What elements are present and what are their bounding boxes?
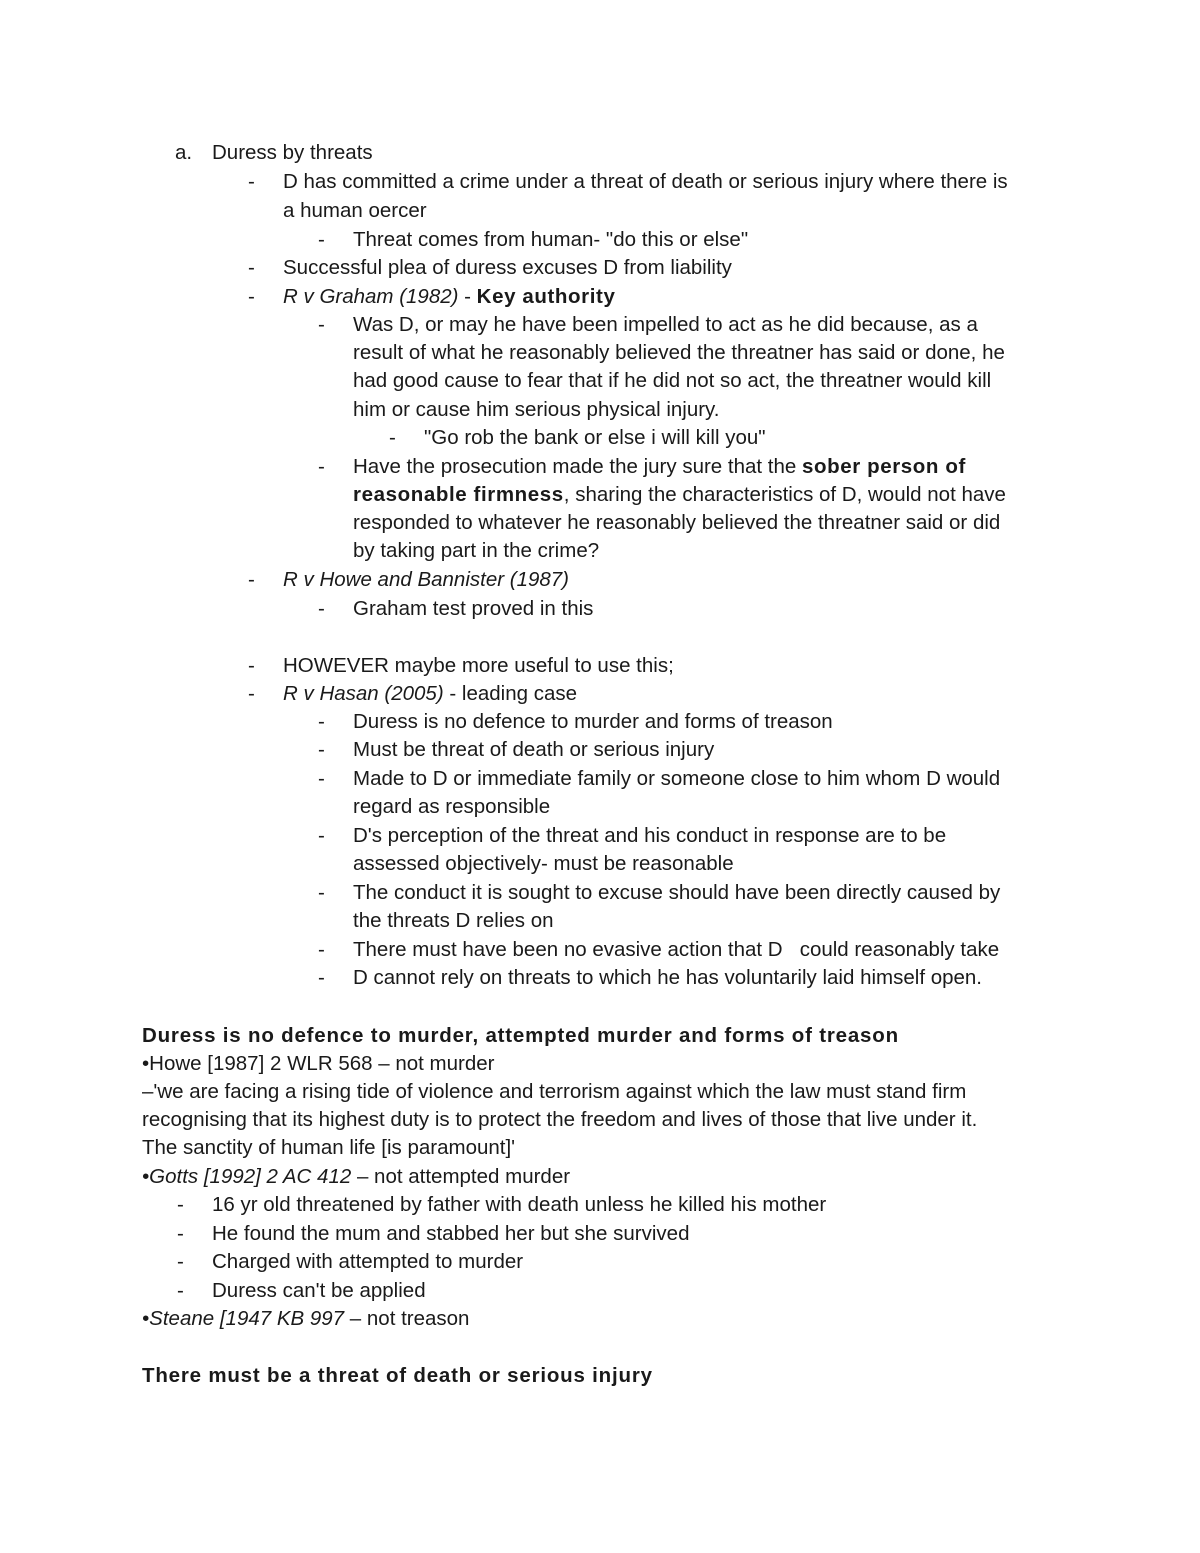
bullet-dash: - [177, 1250, 184, 1273]
bullet-dash: - [177, 1279, 184, 1302]
bullet-dash: - [318, 228, 325, 251]
section-heading-duress-by-threats: Duress by threats [212, 141, 373, 164]
bullet-dash: - [248, 568, 255, 591]
case-line-hasan [283, 680, 577, 708]
list-item: "Go rob the bank or else i will kill you" [424, 426, 766, 449]
list-item-continuation: the threats D relies on [353, 909, 554, 932]
separator: - [458, 285, 477, 308]
bullet-dash: - [318, 938, 325, 961]
list-item: Duress can't be applied [212, 1279, 426, 1302]
bullet-dash: - [318, 313, 325, 336]
text-run: – not treason [344, 1307, 470, 1330]
quote-line: –'we are facing a rising tide of violence and terrorism against which the law must stand firm [142, 1080, 967, 1103]
list-item: He found the mum and stabbed her but she survived [212, 1222, 690, 1245]
list-item-continuation [353, 481, 1006, 509]
bullet-dash: - [318, 597, 325, 620]
bullet-dash: - [248, 654, 255, 677]
list-item-continuation: a human oercer [283, 199, 427, 222]
list-item-continuation: had good cause to fear that if he did not so act, the threatner would kill [353, 369, 992, 392]
list-item-continuation: assessed objectively- must be reasonable [353, 852, 734, 875]
bullet-dash: - [177, 1193, 184, 1216]
bullet-dash: - [389, 426, 396, 449]
bullet-dash: - [318, 767, 325, 790]
text-run: - leading case [443, 682, 578, 705]
bullet-dash: - [318, 966, 325, 989]
case-name: R v Howe and Bannister (1987) [283, 568, 570, 591]
list-item: There must have been no evasive action that D could reasonably take [353, 938, 1000, 961]
key-authority-label: Key authority [476, 285, 616, 308]
list-item: Duress is no defence to murder and forms of treason [353, 710, 833, 733]
bold-term: sober person of [801, 455, 966, 478]
bullet-dash: - [248, 285, 255, 308]
list-item-continuation: result of what he reasonably believed the threatner has said or done, he [353, 341, 1005, 364]
case-line-howe: •Howe [1987] 2 WLR 568 – not murder [142, 1052, 495, 1075]
list-marker-a: a. [175, 141, 193, 164]
bullet-dash: - [318, 710, 325, 733]
list-item: 16 yr old threatened by father with death unless he killed his mother [212, 1193, 827, 1216]
section-heading-threat: There must be a threat of death or serious injury [142, 1364, 653, 1387]
section-heading-no-defence: Duress is no defence to murder, attempted murder and forms of treason [142, 1024, 899, 1047]
case-line-graham [283, 283, 615, 311]
list-item-continuation: by taking part in the crime? [353, 539, 600, 562]
list-item: D has committed a crime under a threat of death or serious injury where there is [283, 170, 1008, 193]
bold-term: reasonable firmness [353, 483, 564, 506]
list-item: D cannot rely on threats to which he has voluntarily laid himself open. [353, 966, 983, 989]
bullet-dash: - [248, 682, 255, 705]
list-item: Was D, or may he have been impelled to act as he did because, as a [353, 313, 978, 336]
list-item: Successful plea of duress excuses D from liability [283, 256, 732, 279]
quote-line: The sanctity of human life [is paramount]' [142, 1136, 516, 1159]
case-name: R v Graham (1982) [283, 285, 459, 308]
list-item: The conduct it is sought to excuse should have been directly caused by [353, 881, 1001, 904]
case-name: •Gotts [1992] 2 AC 412 [142, 1165, 352, 1188]
list-item: HOWEVER maybe more useful to use this; [283, 654, 674, 677]
list-item-continuation: him or cause him serious physical injury. [353, 398, 720, 421]
case-name: •Steane [1947 KB 997 [142, 1307, 345, 1330]
bullet-dash: - [318, 881, 325, 904]
quote-line: recognising that its highest duty is to protect the freedom and lives of those that live under it. [142, 1108, 978, 1131]
bullet-dash: - [318, 455, 325, 478]
list-item: Threat comes from human- "do this or else" [353, 228, 749, 251]
case-line-gotts [142, 1163, 570, 1191]
list-item: Made to D or immediate family or someone close to him whom D would [353, 767, 1001, 790]
list-item [353, 453, 966, 481]
text-run: Have the prosecution made the jury sure that the [353, 455, 802, 478]
list-item: Graham test proved in this [353, 597, 594, 620]
list-item: Charged with attempted to murder [212, 1250, 524, 1273]
bullet-dash: - [248, 256, 255, 279]
case-name: R v Hasan (2005) [283, 682, 444, 705]
text-run: – not attempted murder [351, 1165, 571, 1188]
bullet-dash: - [318, 738, 325, 761]
list-item-continuation: regard as responsible [353, 795, 551, 818]
bullet-dash: - [177, 1222, 184, 1245]
bullet-dash: - [248, 170, 255, 193]
case-line-steane [142, 1305, 469, 1333]
bullet-dash: - [318, 824, 325, 847]
list-item: Must be threat of death or serious injury [353, 738, 715, 761]
list-item-continuation: responded to whatever he reasonably believed the threatner said or did [353, 511, 1001, 534]
list-item: D's perception of the threat and his conduct in response are to be [353, 824, 947, 847]
text-run: , sharing the characteristics of D, would not have [563, 483, 1006, 506]
